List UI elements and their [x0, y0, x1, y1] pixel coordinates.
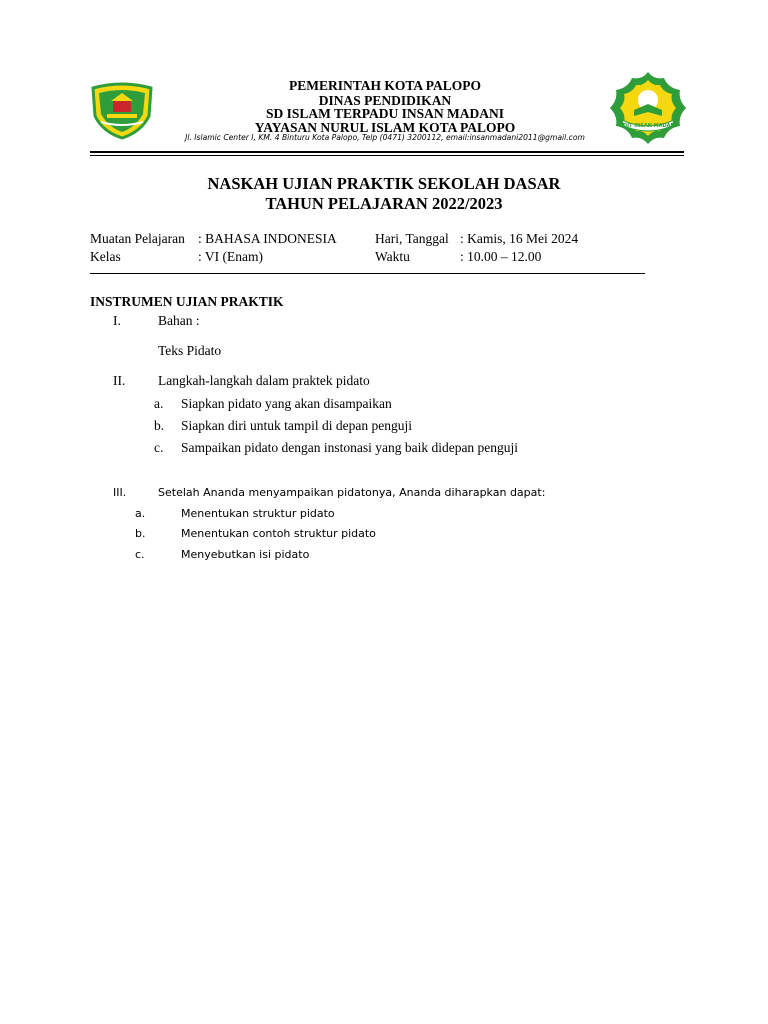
subject-value: : BAHASA INDONESIA [198, 231, 337, 246]
section-2-number: II. [113, 373, 126, 388]
school-emblem-logo [608, 70, 688, 146]
time-value: : 10.00 – 12.00 [460, 249, 542, 264]
exam-title-line-2: TAHUN PELAJARAN 2022/2023 [265, 194, 503, 213]
letterhead-divider-thin [90, 155, 684, 156]
list-item-letter: c. [154, 440, 164, 455]
date-value: : Kamis, 16 Mei 2024 [460, 231, 579, 246]
section-3-number: III. [113, 486, 127, 499]
letterhead-divider-thick [90, 151, 684, 153]
list-item-letter: b. [154, 418, 165, 433]
letterhead-line-4: YAYASAN NURUL ISLAM KOTA PALOPO [254, 120, 516, 135]
instrument-heading: INSTRUMEN UJIAN PRAKTIK [90, 294, 284, 309]
list-item-letter: c. [135, 548, 145, 561]
list-item-text: Menentukan struktur pidato [181, 507, 335, 520]
section-1-content: Teks Pidato [158, 343, 222, 358]
class-value: : VI (Enam) [198, 249, 263, 264]
info-divider [90, 273, 645, 274]
exam-title-line-1: NASKAH UJIAN PRAKTIK SEKOLAH DASAR [207, 174, 561, 193]
section-3-label: Setelah Ananda menyampaikan pidatonya, Ananda diharapkan dapat: [158, 486, 546, 499]
list-item-letter: b. [135, 527, 146, 540]
list-item-text: Sampaikan pidato dengan instonasi yang baik didepan penguji [181, 440, 519, 455]
letterhead-line-3: SD ISLAM TERPADU INSAN MADANI [265, 106, 505, 121]
section-1-number: I. [113, 313, 121, 328]
school-logo-text: SDIT INSAN MADANI [619, 123, 677, 129]
section-1-label: Bahan : [158, 313, 200, 328]
letterhead-address: Jl. Islamic Center I, KM. 4 Binturu Kota Palopo, Telp (0471) 3200112, email:insanmadani2011@gmail.com [185, 133, 585, 142]
list-item-letter: a. [154, 396, 164, 411]
date-label: Hari, Tanggal [375, 231, 449, 246]
letterhead-line-1: PEMERINTAH KOTA PALOPO [288, 78, 481, 93]
list-item-text: Menentukan contoh struktur pidato [181, 527, 376, 540]
class-label: Kelas [90, 249, 121, 264]
list-item-text: Menyebutkan isi pidato [181, 548, 310, 561]
letterhead-line-2: DINAS PENDIDIKAN [318, 93, 452, 108]
palopo-city-emblem-logo [89, 80, 155, 140]
subject-label: Muatan Pelajaran [90, 231, 185, 246]
time-label: Waktu [375, 249, 410, 264]
list-item-text: Siapkan pidato yang akan disampaikan [181, 396, 392, 411]
list-item-text: Siapkan diri untuk tampil di depan penguji [181, 418, 412, 433]
list-item-letter: a. [135, 507, 146, 520]
section-2-label: Langkah-langkah dalam praktek pidato [158, 373, 370, 388]
